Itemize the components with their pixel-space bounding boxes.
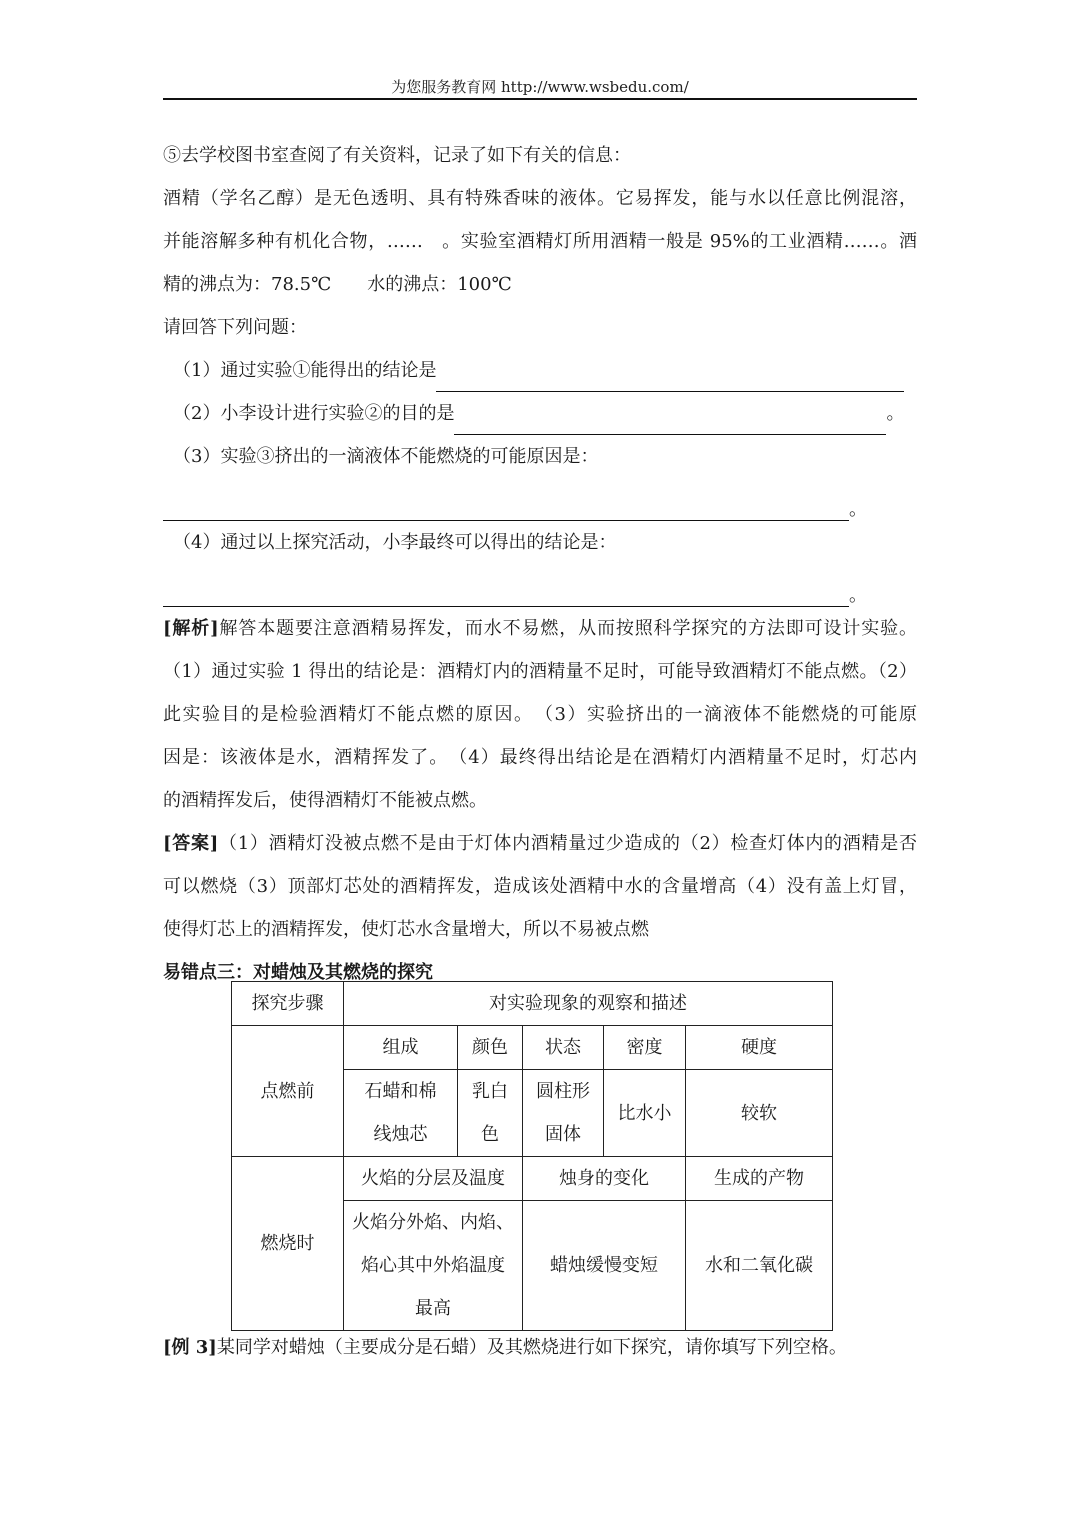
analysis-line-2: （1）通过实验 1 得出的结论是：酒精灯内的酒精量不足时，可能导致酒精灯不能点燃。（2） (163, 661, 917, 682)
question-2-answer-blank[interactable] (454, 406, 886, 435)
answer-text-1: （1）酒精灯没被点燃不是由于灯体内酒精量过少造成的（2）检查灯体内的酒精是否 (218, 833, 917, 854)
intro-line-5: 请回答下列问题： (163, 317, 307, 338)
question-4-text: （4）通过以上探究活动，小李最终可以得出的结论是： (173, 532, 617, 553)
cell-color: 乳白 色 (458, 1070, 523, 1157)
col-products: 生成的产物 (686, 1157, 833, 1201)
header-observation: 对实验现象的观察和描述 (344, 982, 833, 1026)
intro-line-1: ⑤去学校图书室查阅了有关资料，记录了如下有关的信息： (163, 145, 631, 166)
question-2-text: （2）小李设计进行实验②的目的是 (173, 403, 455, 424)
intro-line-3: 并能溶解多种有机化合物，…… 。实验室酒精灯所用酒精一般是 95%的工业酒精……。酒 (163, 231, 917, 252)
analysis-text-1: 解答本题要注意酒精易挥发，而水不易燃，从而按照科学探究的方法即可设计实验。 (218, 618, 917, 639)
question-3-text: （3）实验③挤出的一滴液体不能燃烧的可能原因是： (173, 446, 599, 467)
intro-line-4 (163, 263, 917, 306)
question-3-answer-blank[interactable] (163, 492, 849, 521)
answer-line-2: 可以燃烧（3）顶部灯芯处的酒精挥发，造成该处酒精中水的含量增高（4）没有盖上灯冒， (163, 876, 917, 897)
section-title: 易错点三：对蜡烛及其燃烧的探究 (163, 962, 433, 983)
cell-composition: 石蜡和棉 线烛芯 (344, 1070, 458, 1157)
cell-body-change: 蜡烛缓慢变短 (523, 1201, 686, 1331)
answer-tag: [答案] (163, 833, 219, 854)
col-state: 状态 (523, 1026, 604, 1070)
cell-flame: 火焰分外焰、内焰、 焰心其中外焰温度 最高 (344, 1201, 523, 1331)
water-boiling-point: 水的沸点：100℃ (367, 274, 512, 295)
question-2-end: 。 (886, 403, 905, 424)
question-1-text: （1）通过实验①能得出的结论是 (173, 360, 437, 381)
analysis-line-5: 的酒精挥发后，使得酒精灯不能被点燃。 (163, 790, 487, 811)
question-4-end: 。 (849, 585, 867, 606)
question-1 (163, 349, 917, 392)
intro-line-2: 酒精（学名乙醇）是无色透明、具有特殊香味的液体。它易挥发，能与水以任意比例混溶， (163, 188, 917, 209)
example-text: 某同学对蜡烛（主要成分是石蜡）及其燃烧进行如下探究，请你填写下列空格。 (216, 1337, 847, 1358)
example-3 (163, 1326, 917, 1369)
cell-hardness: 较软 (686, 1070, 833, 1157)
example-tag: [例 3] (163, 1337, 217, 1358)
col-density: 密度 (604, 1026, 686, 1070)
page-header: 为您服务教育网 http://www.wsbedu.com/ (391, 78, 689, 96)
answer-line-1 (163, 822, 917, 865)
main-content (163, 134, 917, 994)
col-color: 颜色 (458, 1026, 523, 1070)
question-4-answer-blank[interactable] (163, 578, 849, 607)
col-body-change: 烛身的变化 (523, 1157, 686, 1201)
question-4 (163, 564, 917, 607)
col-composition: 组成 (344, 1026, 458, 1070)
analysis-line-4: 因是：该液体是水，酒精挥发了。 （4）最终得出结论是在酒精灯内酒精量不足时，灯芯内 (163, 747, 917, 768)
question-2 (163, 392, 917, 435)
question-3 (163, 478, 917, 521)
cell-products: 水和二氧化碳 (686, 1201, 833, 1331)
analysis-line-3: 此实验目的是检验酒精灯不能点燃的原因。 （3）实验挤出的一滴液体不能燃烧的可能原 (163, 704, 917, 725)
col-hardness: 硬度 (686, 1026, 833, 1070)
candle-observation-table (231, 981, 833, 1331)
answer-line-3: 使得灯芯上的酒精挥发，使灯芯水含量增大，所以不易被点燃 (163, 919, 649, 940)
question-3-end: 。 (849, 499, 867, 520)
row-label-burning: 燃烧时 (232, 1157, 344, 1331)
analysis-tag: [解析] (163, 618, 219, 639)
header-step: 探究步骤 (232, 982, 344, 1026)
cell-state: 圆柱形 固体 (523, 1070, 604, 1157)
header-divider (163, 98, 917, 100)
question-1-answer-blank[interactable] (436, 363, 904, 392)
analysis-line-1 (163, 607, 917, 650)
row-label-before-ignition: 点燃前 (232, 1026, 344, 1157)
ethanol-boiling-point: 精的沸点为：78.5℃ (163, 274, 332, 295)
cell-density: 比水小 (604, 1070, 686, 1157)
col-flame: 火焰的分层及温度 (344, 1157, 523, 1201)
